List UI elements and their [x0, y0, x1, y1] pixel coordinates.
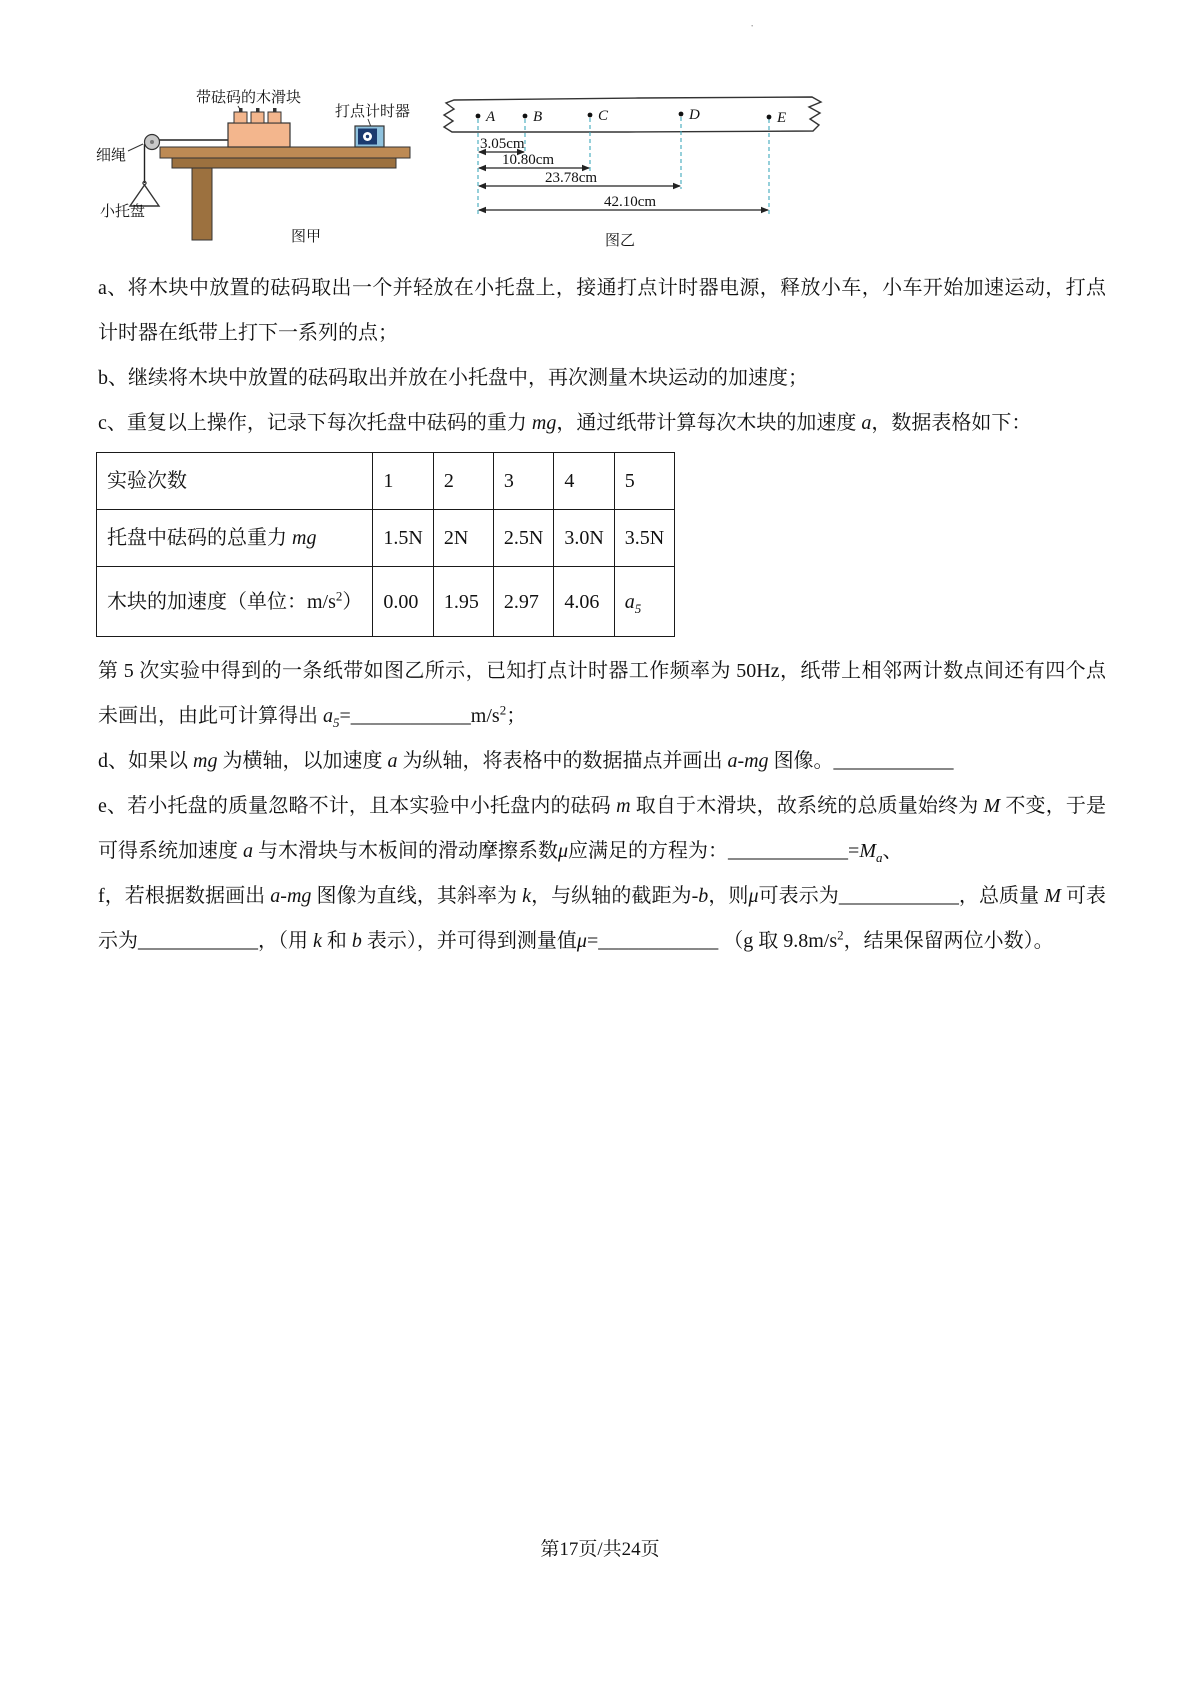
- table-cell: 3.5N: [614, 510, 674, 567]
- table-cell: 5: [614, 453, 674, 510]
- variable: b: [698, 885, 709, 907]
- variable: a: [243, 840, 253, 862]
- text-segment: ，则: [708, 885, 749, 907]
- table-cell: 木块的加速度（单位：$m/s^2$）: [97, 567, 373, 637]
- lab-table: [160, 147, 410, 240]
- text-segment: ；: [506, 705, 527, 727]
- variable: a-mg: [727, 750, 769, 772]
- point-label-A: A: [486, 109, 496, 125]
- text-segment: ，数据表格如下：: [871, 412, 1032, 434]
- table-cell: $a_5$: [614, 567, 674, 637]
- text-segment: ，与纵轴的截距为-: [531, 885, 699, 907]
- text-segment: 为横轴，以加速度: [217, 750, 388, 772]
- text-segment: 可表示为____________，（用: [98, 885, 1106, 952]
- paper-tape-figure: [438, 88, 833, 250]
- pulley: [145, 135, 160, 150]
- block-label: 带砝码的木滑块: [196, 90, 302, 106]
- table-cell: 托盘中砝码的总重力 mg: [97, 510, 373, 567]
- table-cell: 1.95: [433, 567, 493, 637]
- table-cell: 0.00: [373, 567, 433, 637]
- variable: mg: [193, 750, 218, 772]
- variable: μ: [748, 885, 759, 907]
- point-label-B: B: [533, 109, 543, 125]
- variable: μ: [576, 930, 587, 952]
- figures-row: [0, 83, 1200, 263]
- ticker-timer: [355, 126, 384, 147]
- variable: k: [522, 885, 532, 907]
- text-segment: =____________ （g 取 9.8m/s: [586, 930, 838, 952]
- variable: k: [313, 930, 322, 952]
- paragraph-c: [98, 401, 1106, 446]
- variable: a: [387, 750, 398, 772]
- small-tray: [130, 181, 159, 206]
- variable: m: [616, 795, 631, 817]
- variable: M: [1044, 885, 1061, 907]
- variable: a: [323, 705, 333, 727]
- variable: a-mg: [270, 885, 312, 907]
- text-segment: b、继续将木块中放置的砝码取出并放在小托盘中，再次测量木块运动的加速度；: [98, 367, 808, 389]
- table-cell: 3: [493, 453, 553, 510]
- wood-block-with-weights: [228, 108, 290, 147]
- table-cell: 3.0N: [554, 510, 614, 567]
- table-cell: 2N: [433, 510, 493, 567]
- paragraph-b: [98, 356, 1106, 401]
- subscript: a: [876, 850, 883, 865]
- leader-line: [128, 144, 143, 151]
- data-table: [96, 452, 675, 637]
- text-segment: 不变，于是可得系统加速度: [98, 795, 1107, 862]
- page-number: 第17页/共24页: [540, 1539, 660, 1560]
- table-cell: 2: [433, 453, 493, 510]
- stray-scan-mark: ·: [750, 18, 755, 33]
- variable: a: [861, 412, 872, 434]
- paper-tape: [444, 97, 821, 132]
- measurement-10-80: 10.80cm: [502, 152, 555, 168]
- paragraph-tape: [98, 649, 1106, 739]
- paragraph-e: [98, 784, 1106, 874]
- table-cell: 4.06: [554, 567, 614, 637]
- table-cell: 2.5N: [493, 510, 553, 567]
- text-segment: 取自于木滑块，故系统的总质量始终为: [630, 795, 984, 817]
- text-segment: 与木滑块与木板间的滑动摩擦系数: [253, 840, 558, 862]
- text-segment: c、重复以上操作，记录下每次托盘中砝码的重力: [98, 412, 532, 434]
- table-row: [97, 567, 675, 637]
- paragraph-f: [98, 874, 1106, 964]
- variable: M: [859, 840, 876, 862]
- apparatus-figure: [88, 83, 433, 251]
- measurement-3-05: 3.05cm: [480, 136, 525, 152]
- text-segment: 可表示为____________，总质量: [758, 885, 1045, 907]
- table-cell: 1.5N: [373, 510, 433, 567]
- text-segment: a、将木块中放置的砝码取出一个并轻放在小托盘上，接通打点计时器电源，释放小车，小车开始加速运动，打点计时器在纸带上打下一系列的点；: [98, 277, 1106, 344]
- text-segment: ，结果保留两位小数）。: [843, 930, 1054, 952]
- subscript: 5: [333, 715, 340, 730]
- string-label: 细绳: [96, 148, 127, 164]
- table-cell: 实验次数: [97, 453, 373, 510]
- variable: μ: [558, 840, 569, 862]
- text-segment: ，通过纸带计算每次木块的加速度: [556, 412, 862, 434]
- table-row: [97, 453, 675, 510]
- point-label-C: C: [598, 108, 609, 124]
- text-segment: 、: [882, 840, 903, 862]
- tray-label: 小托盘: [100, 204, 146, 220]
- text-segment: =____________m/s: [339, 705, 500, 727]
- point-label-E: E: [777, 110, 787, 126]
- paragraph-a: [98, 266, 1106, 356]
- text-segment: 和: [321, 930, 352, 952]
- figure-jia-caption: 图甲: [291, 229, 322, 245]
- text-segment: e、若小托盘的质量忽略不计，且本实验中小托盘内的砝码: [98, 795, 617, 817]
- timer-label: 打点计时器: [335, 104, 411, 120]
- text-segment: d、如果以: [98, 750, 193, 772]
- superscript: 2: [499, 702, 507, 718]
- table-cell: 2.97: [493, 567, 553, 637]
- text-segment: 第 5 次实验中得到的一条纸带如图乙所示，已知打点计时器工作频率为 50Hz，纸带上相邻两计数点间还有四个点未画出，由此可计算得出: [98, 660, 1106, 727]
- variable: M: [983, 795, 1001, 817]
- text-segment: f，若根据数据画出: [98, 885, 271, 907]
- text-segment: 应满足的方程为：____________=: [568, 840, 860, 862]
- superscript: 2: [837, 927, 844, 943]
- variable: mg: [531, 412, 557, 434]
- table-cell: 4: [554, 453, 614, 510]
- point-label-D: D: [689, 107, 700, 123]
- text-segment: 为纵轴，将表格中的数据描点并画出: [397, 750, 728, 772]
- text-segment: 图像为直线，其斜率为: [311, 885, 523, 907]
- variable: b: [351, 930, 362, 952]
- text-body: [98, 266, 1106, 964]
- text-segment: 表示），并可得到测量值: [361, 930, 577, 952]
- text-segment: 图像。____________: [768, 750, 954, 772]
- paragraph-d: [98, 739, 1106, 784]
- table-cell: 1: [373, 453, 433, 510]
- measurement-23-78: 23.78cm: [545, 170, 598, 186]
- measurement-42-10: 42.10cm: [604, 194, 657, 210]
- table-row: [97, 510, 675, 567]
- figure-yi-caption: 图乙: [605, 233, 636, 249]
